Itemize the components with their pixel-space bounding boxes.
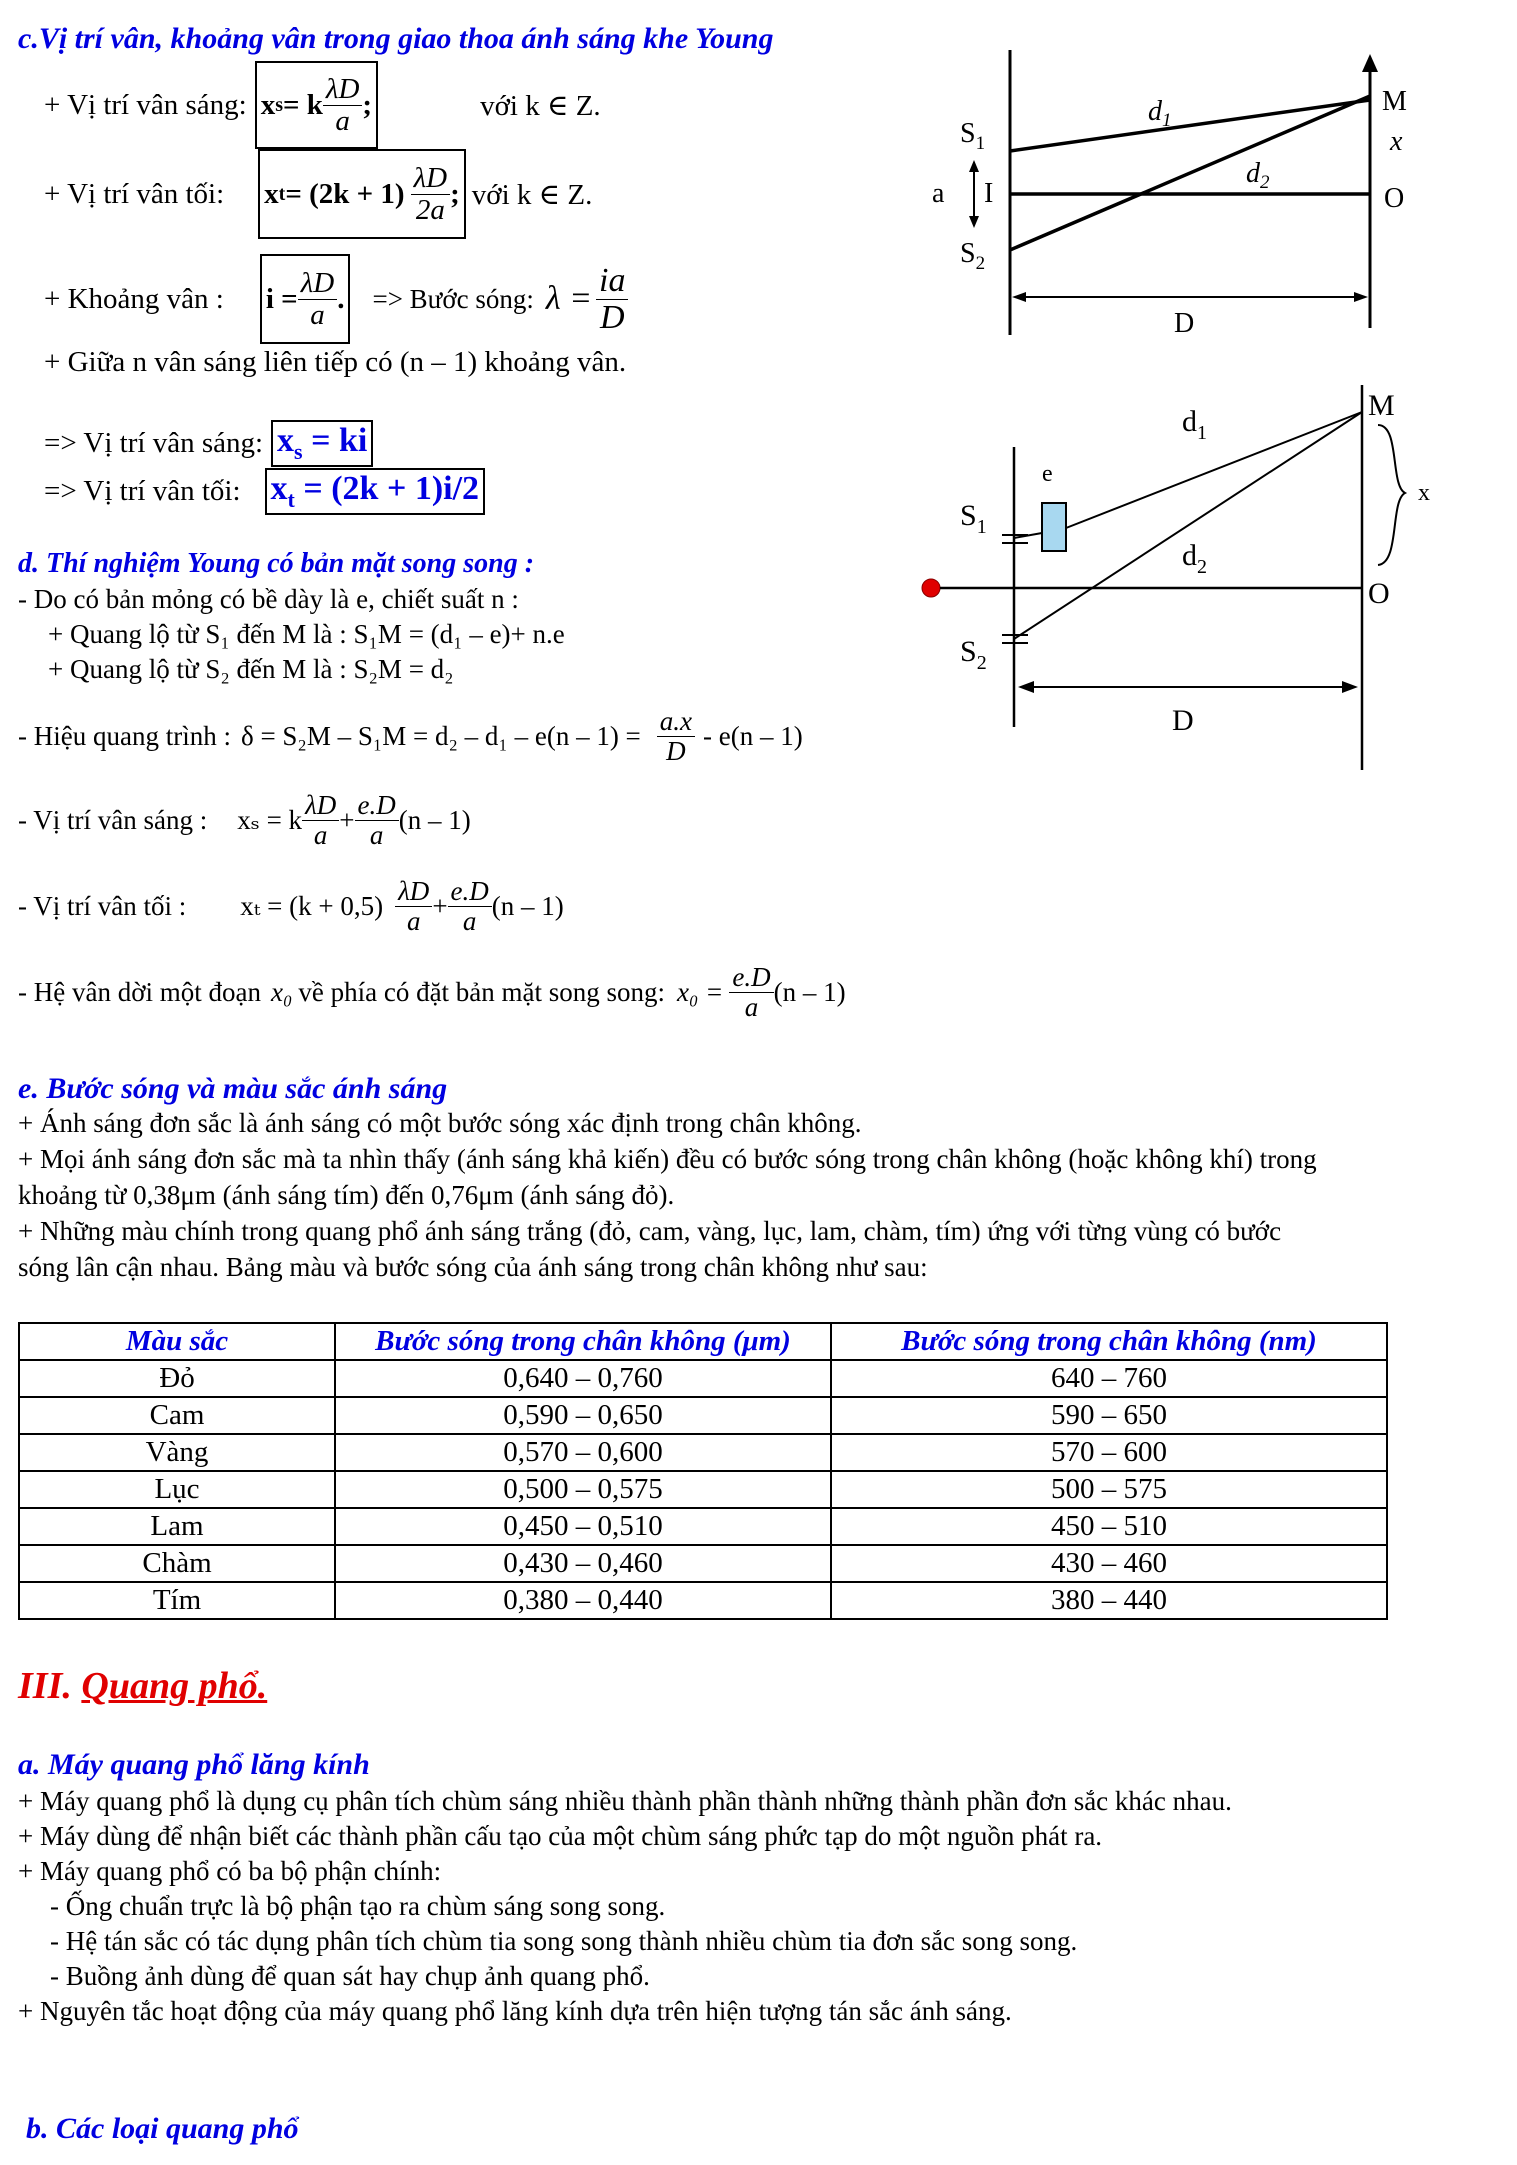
plate-bright-fraction2 bbox=[355, 791, 399, 849]
cell-color: Cam bbox=[19, 1397, 335, 1434]
section-a-p5: - Hệ tán sắc có tác dụng phân tích chùm tia song song thành nhiều chùm tia đơn sắc song song. bbox=[50, 1926, 1078, 1956]
fraction-numerator: e.D bbox=[355, 791, 399, 820]
label-M: M bbox=[1382, 86, 1407, 117]
fraction-numerator: ia bbox=[596, 263, 628, 300]
section-a-p6: - Buồng ảnh dùng để quan sát hay chụp ảnh quang phổ. bbox=[50, 1961, 650, 1991]
formula-eq: = (2k + 1) bbox=[285, 177, 405, 210]
arrow-right-icon bbox=[1342, 681, 1358, 693]
formula-x: x bbox=[270, 470, 288, 507]
cell-color: Vàng bbox=[19, 1434, 335, 1471]
cell-color: Chàm bbox=[19, 1545, 335, 1582]
cell-nm: 430 – 460 bbox=[831, 1545, 1387, 1582]
shift-x0: x₀ bbox=[270, 976, 293, 1007]
fraction-numerator: λD bbox=[411, 163, 451, 194]
formula-tail: ; bbox=[450, 177, 460, 210]
fraction-denominator: D bbox=[599, 298, 625, 336]
cell-nm: 590 – 650 bbox=[831, 1397, 1387, 1434]
label-d1: $d_1$ bbox=[1182, 405, 1207, 444]
fraction-denominator: a bbox=[310, 298, 325, 331]
label-S2: $S_2$ bbox=[960, 635, 987, 674]
formula-tail: ; bbox=[362, 88, 373, 121]
header-color: Màu sắc bbox=[19, 1323, 335, 1360]
label-M: M bbox=[1368, 389, 1395, 422]
section-a-title: a. Máy quang phổ lăng kính bbox=[18, 1748, 370, 1781]
plate-bright-tail: (n – 1) bbox=[398, 804, 471, 835]
formula-x: x bbox=[260, 88, 276, 121]
section-b-title: b. Các loại quang phổ bbox=[26, 2112, 299, 2145]
formula-rhs: = (2k + 1)i/2 bbox=[294, 470, 480, 507]
plate-dark-label: - Vị trí vân tối : bbox=[18, 890, 187, 921]
shift-lhs: x₀ = bbox=[677, 976, 724, 1007]
cell-nm: 380 – 440 bbox=[831, 1582, 1387, 1619]
shift-text: - Hệ vân dời một đoạn bbox=[18, 976, 261, 1007]
formula-tail: . bbox=[337, 282, 345, 315]
section-e-p1: + Ánh sáng đơn sắc là ánh sáng có một bước sóng xác định trong chân không. bbox=[18, 1108, 862, 1138]
formula-x: x bbox=[277, 422, 295, 459]
label-S2: $S_2$ bbox=[960, 238, 986, 274]
fraction-numerator: λD bbox=[395, 877, 432, 906]
label-a: a bbox=[932, 178, 945, 209]
label-D: D bbox=[1174, 308, 1195, 339]
dark-formula-box bbox=[258, 149, 466, 239]
section-d-line1: - Do có bản mỏng có bề dày là e, chiết suất n : bbox=[18, 584, 519, 614]
formula-sub: t bbox=[278, 182, 286, 205]
plate-bright-lhs: xₛ = k bbox=[237, 804, 303, 835]
path-tail: - e(n – 1) bbox=[703, 720, 803, 751]
section-a-p3: + Máy quang phổ có ba bộ phận chính: bbox=[18, 1856, 442, 1886]
formula-sub: t bbox=[287, 486, 295, 512]
arrow-left-icon bbox=[1018, 681, 1034, 693]
cell-um: 0,430 – 0,460 bbox=[335, 1545, 831, 1582]
fraction-denominator: D bbox=[666, 735, 686, 766]
table-row bbox=[19, 1582, 1387, 1619]
ray-d1 bbox=[1066, 412, 1362, 528]
shift-fraction bbox=[729, 963, 773, 1021]
fraction-denominator: a bbox=[369, 819, 384, 850]
fraction-numerator: λD bbox=[302, 791, 339, 820]
section-a-p7: + Nguyên tắc hoạt động của máy quang phổ lăng kính dựa trên hiện tượng tán sắc ánh sáng. bbox=[18, 1996, 1012, 2026]
dark-result-box bbox=[265, 468, 486, 515]
plate-dark-fraction2 bbox=[448, 877, 492, 935]
cell-color: Tím bbox=[19, 1582, 335, 1619]
label-O: O bbox=[1368, 577, 1390, 610]
fraction-denominator: a bbox=[462, 905, 477, 936]
header-wavelength-nm: Bước sóng trong chân không (nm) bbox=[831, 1323, 1387, 1360]
formula-sub: s bbox=[275, 93, 283, 116]
table-header-row bbox=[19, 1323, 1387, 1360]
parallel-plate bbox=[1042, 503, 1066, 551]
ray-d1 bbox=[1010, 100, 1370, 151]
bright-label: + Vị trí vân sáng: bbox=[44, 88, 247, 121]
young-diagram bbox=[920, 50, 1440, 350]
wavelength-label: => Bước sóng: bbox=[372, 283, 534, 314]
fraction-denominator: a bbox=[744, 991, 759, 1022]
label-x: x bbox=[1418, 480, 1430, 506]
fringe-fraction bbox=[298, 268, 338, 330]
bright-k-condition: với k ∈ Z. bbox=[480, 89, 601, 122]
section-title: Quang phổ. bbox=[81, 1665, 268, 1707]
cell-um: 0,590 – 0,650 bbox=[335, 1397, 831, 1434]
fraction-denominator: a bbox=[313, 819, 328, 850]
fraction-numerator: e.D bbox=[729, 963, 773, 992]
fraction-denominator: 2a bbox=[415, 193, 445, 226]
label-d2: $d_2$ bbox=[1182, 539, 1207, 578]
dark-position-row bbox=[44, 150, 592, 238]
dark-k-condition: với k ∈ Z. bbox=[471, 178, 593, 211]
fraction-numerator: a.x bbox=[657, 707, 695, 736]
cell-nm: 640 – 760 bbox=[831, 1360, 1387, 1397]
section-d-line3: + Quang lộ từ S₂ đến M là : S₂M = d₂ bbox=[48, 654, 454, 684]
label-I: I bbox=[984, 178, 994, 209]
bright-position-row bbox=[44, 62, 601, 148]
bright-result-label: => Vị trí vân sáng: bbox=[44, 426, 264, 459]
wavelength-lhs: λ = bbox=[545, 280, 593, 317]
table-row bbox=[19, 1434, 1387, 1471]
bright-fraction bbox=[323, 74, 363, 136]
cell-color: Lục bbox=[19, 1471, 335, 1508]
fraction-numerator: e.D bbox=[448, 877, 492, 906]
screen-arrow-head bbox=[1362, 54, 1378, 72]
plate-bright-label: - Vị trí vân sáng : bbox=[18, 804, 208, 835]
table-row bbox=[19, 1397, 1387, 1434]
plate-dark-row bbox=[18, 868, 564, 944]
cell-nm: 500 – 575 bbox=[831, 1471, 1387, 1508]
formula-lhs: i = bbox=[265, 282, 298, 315]
plate-dark-lhs: xₜ = (k + 0,5) bbox=[240, 890, 384, 921]
plate-diagram bbox=[910, 385, 1450, 770]
formula-x: x bbox=[264, 177, 279, 210]
cell-um: 0,450 – 0,510 bbox=[335, 1508, 831, 1545]
section-e-title: e. Bước sóng và màu sắc ánh sáng bbox=[18, 1072, 448, 1105]
cell-nm: 570 – 600 bbox=[831, 1434, 1387, 1471]
table-row bbox=[19, 1508, 1387, 1545]
path-difference-row bbox=[18, 698, 803, 774]
cell-nm: 450 – 510 bbox=[831, 1508, 1387, 1545]
shift-tail: (n – 1) bbox=[773, 976, 846, 1007]
table-row bbox=[19, 1471, 1387, 1508]
table-row bbox=[19, 1545, 1387, 1582]
label-S1: $S_1$ bbox=[960, 499, 987, 538]
label-e: e bbox=[1042, 461, 1053, 487]
table-row bbox=[19, 1360, 1387, 1397]
arrow-up-icon bbox=[969, 160, 979, 172]
x-brace bbox=[1378, 425, 1405, 565]
section-e-p2b: khoảng từ 0,38μm (ánh sáng tím) đến 0,76μm (ánh sáng đỏ). bbox=[18, 1180, 675, 1210]
dark-label: + Vị trí vân tối: bbox=[44, 177, 225, 210]
label-x: x bbox=[1390, 126, 1403, 157]
section-a-p2: + Máy dùng để nhận biết các thành phần cấu tạo của một chùm sáng phức tạp do một nguồn phát ra. bbox=[18, 1821, 1103, 1851]
dark-result-label: => Vị trí vân tối: bbox=[44, 474, 241, 507]
plate-bright-fraction1 bbox=[302, 791, 339, 849]
dark-fraction bbox=[411, 163, 451, 225]
dark-result-row bbox=[44, 468, 485, 515]
cell-color: Lam bbox=[19, 1508, 335, 1545]
plus-sign: + bbox=[432, 890, 448, 921]
header-wavelength-um: Bước sóng trong chân không (μm) bbox=[335, 1323, 831, 1360]
plate-bright-row bbox=[18, 782, 471, 858]
cell-um: 0,380 – 0,440 bbox=[335, 1582, 831, 1619]
wavelength-fraction bbox=[596, 263, 628, 335]
section-number: III. bbox=[18, 1665, 72, 1707]
path-expression: δ = S₂M – S₁M = d₂ – d₁ – e(n – 1) = bbox=[240, 720, 641, 751]
section-a-p1: + Máy quang phổ là dụng cụ phân tích chùm sáng nhiều thành phần thành những thành phần đơn sắc khác nhau. bbox=[18, 1786, 1232, 1816]
arrow-down-icon bbox=[969, 216, 979, 228]
section-iii-heading bbox=[18, 1664, 267, 1708]
section-e-p2a: + Mọi ánh sáng đơn sắc mà ta nhìn thấy (ánh sáng khả kiến) đều có bước sóng trong chân không (hoặc không khí) trong bbox=[18, 1144, 1317, 1174]
label-d2: $d_2$ bbox=[1246, 158, 1270, 193]
fringe-row bbox=[44, 254, 628, 344]
cell-um: 0,570 – 0,600 bbox=[335, 1434, 831, 1471]
shift-row bbox=[18, 954, 846, 1030]
bright-result-box bbox=[271, 420, 373, 467]
section-c-title: c.Vị trí vân, khoảng vân trong giao thoa ánh sáng khe Young bbox=[18, 22, 774, 55]
fraction-numerator: λD bbox=[298, 268, 338, 299]
plate-dark-fraction1 bbox=[395, 877, 432, 935]
fraction-denominator: a bbox=[335, 104, 350, 137]
plate-dark-tail: (n – 1) bbox=[491, 890, 564, 921]
fringe-formula-box bbox=[260, 254, 351, 344]
plus-sign: + bbox=[339, 804, 355, 835]
bright-formula-box bbox=[255, 61, 378, 149]
bright-result-row bbox=[44, 420, 373, 467]
section-a-p4: - Ống chuẩn trực là bộ phận tạo ra chùm sáng song song. bbox=[50, 1891, 666, 1921]
color-wavelength-table bbox=[18, 1322, 1388, 1620]
section-e-p3b: sóng lân cận nhau. Bảng màu và bước sóng của ánh sáng trong chân không như sau: bbox=[18, 1252, 928, 1282]
formula-eq: = k bbox=[283, 88, 323, 121]
label-D: D bbox=[1172, 704, 1194, 737]
light-source-dot bbox=[922, 579, 940, 597]
cell-color: Đỏ bbox=[19, 1360, 335, 1397]
section-d-title: d. Thí nghiệm Young có bản mặt song song : bbox=[18, 548, 535, 579]
ray-d2 bbox=[1010, 96, 1370, 250]
arrow-left-icon bbox=[1012, 292, 1026, 302]
cell-um: 0,640 – 0,760 bbox=[335, 1360, 831, 1397]
shift-text2: về phía có đặt bản mặt song song: bbox=[298, 976, 666, 1007]
fraction-numerator: λD bbox=[323, 74, 363, 105]
arrow-right-icon bbox=[1354, 292, 1368, 302]
formula-sub: s bbox=[294, 438, 303, 464]
path-label: - Hiệu quang trình : bbox=[18, 720, 231, 751]
fraction-denominator: a bbox=[406, 905, 421, 936]
formula-rhs: = ki bbox=[302, 422, 368, 459]
label-O: O bbox=[1384, 183, 1405, 214]
section-e-p3a: + Những màu chính trong quang phổ ánh sáng trắng (đỏ, cam, vàng, lục, lam, chàm, tím) ứng với từng vùng có bước bbox=[18, 1216, 1282, 1246]
label-S1: $S_1$ bbox=[960, 118, 986, 154]
path-fraction bbox=[657, 707, 695, 765]
label-d1: $d_1$ bbox=[1148, 96, 1172, 131]
fringe-label: + Khoảng vân : bbox=[44, 282, 224, 315]
between-fringes-text: + Giữa n vân sáng liên tiếp có (n – 1) khoảng vân. bbox=[44, 346, 627, 378]
section-d-line2: + Quang lộ từ S₁ đến M là : S₁M = (d₁ – e)+ n.e bbox=[48, 619, 565, 649]
cell-um: 0,500 – 0,575 bbox=[335, 1471, 831, 1508]
